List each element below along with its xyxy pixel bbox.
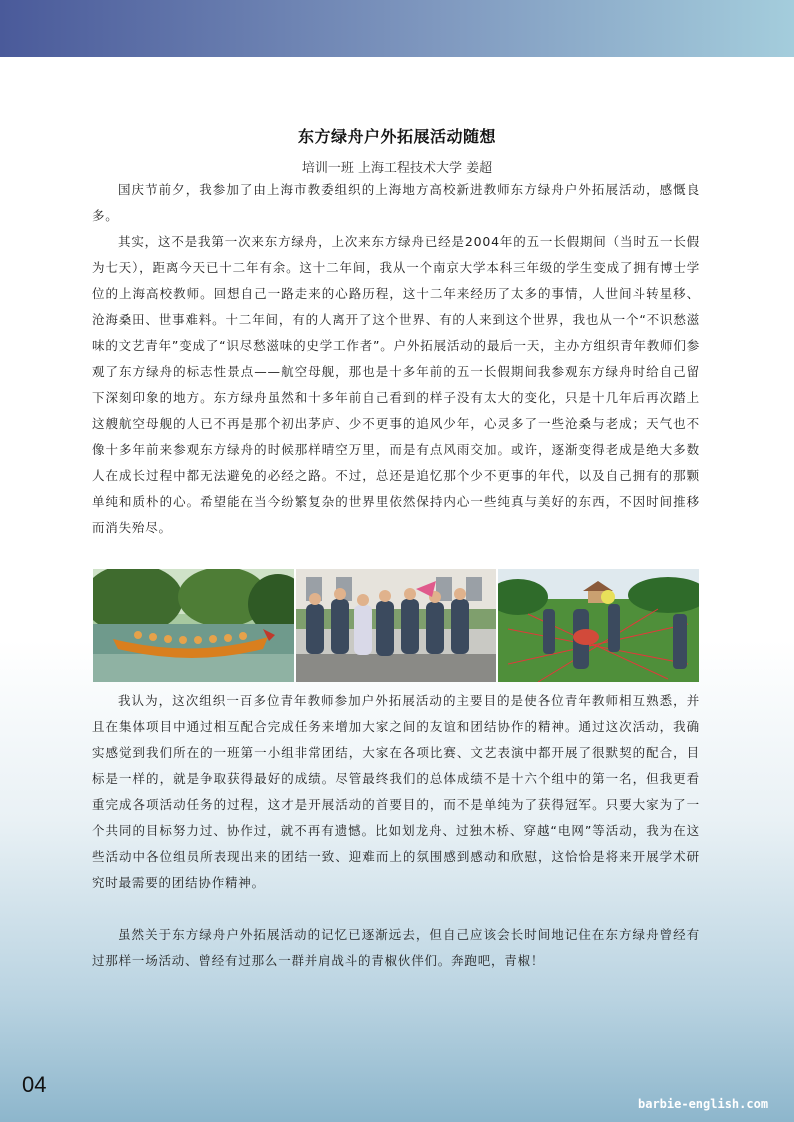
paragraph-intro: 国庆节前夕，我参加了由上海市教委组织的上海地方高校新进教师东方绿舟户外拓展活动，感慨良多。 bbox=[92, 182, 700, 223]
paragraph-reflection: 我认为，这次组织一百多位青年教师参加户外拓展活动的主要目的是使各位青年教师相互熟悉，并且在集体项目中通过相互配合完成任务来增加大家之间的友谊和团结协作的精神。通过这次活动，我确实感觉到我们所在的一班第一小组非常团结，大家在各项比赛、文艺表演中都开展了很默契的配合，目标是一样的，就是争取获得最好的成绩。尽管最终我们的总体成绩不是十六个组中的第一名，但我更看重完成各项活动任务的过程，这才是开展活动的首要目的，而不是单纯为了获得冠军。只要大家为了一个共同的目标努力过、协作过，就不再有遗憾。比如划龙舟、过独木桥、穿越“电网”等活动，我为在这些活动中各位组员所表现出来的团结一致、迎难而上的氛围感到感动和欣慰，这恰恰是将来开展学术研究时最需要的团结协作精神。 bbox=[92, 693, 700, 890]
photo-strip bbox=[93, 569, 699, 682]
paragraph-memory: 其实，这不是我第一次来东方绿舟，上次来东方绿舟已经是2004年的五一长假期间（当时五一长假为七天），距离今天已十二年有余。这十二年间，我从一个南京大学本科三年级的学生变成了拥有博士学位的上海高校教师。回想自己一路走来的心路历程，这十二年来经历了太多的事情，人世间斗转星移、沧海桑田、世事难料。十二年间，有的人离开了这个世界、有的人来到这个世界，我也从一个“不识愁滋味的文艺青年”变成了“识尽愁滋味的史学工作者”。户外拓展活动的最后一天，主办方组织青年教师们参观了东方绿舟的标志性景点——航空母舰，那也是十多年前的五一长假期间我参观东方绿舟时给自己留下深刻印象的地方。东方绿舟虽然和十多年前自己看到的样子没有太大的变化，只是十几年后再次踏上这艘航空母舰的人已不再是那个初出茅庐、少不更事的追风少年，心灵多了一些沧桑与老成；天气也不像十多年前来参观东方绿舟的时候那样晴空万里，而是有点风雨交加。或许，逐渐变得老成是绝大多数人在成长过程中都无法避免的必经之路。不过，总还是追忆那个少不更事的年代，以及自己拥有的那颗单纯和质朴的心。希望能在当今纷繁复杂的世界里依然保持内心一些纯真与美好的东西，不因时间推移而消失殆尽。 bbox=[92, 234, 700, 535]
site-watermark: barbie-english.com bbox=[638, 1097, 769, 1111]
field-game-photo bbox=[498, 569, 699, 682]
dragon-boat-photo bbox=[93, 569, 294, 682]
team-group-photo bbox=[296, 569, 496, 682]
article-byline: 培训一班 上海工程技术大学 姜超 bbox=[301, 161, 493, 176]
paragraph-closing: 虽然关于东方绿舟户外拓展活动的记忆已逐渐远去，但自己应该会长时间地记住在东方绿舟曾经有过那样一场活动、曾经有过那么一群并肩战斗的青椒伙伴们。奔跑吧，青椒！ bbox=[92, 927, 700, 968]
header-band bbox=[0, 0, 794, 57]
article-title: 东方绿舟户外拓展活动随想 bbox=[297, 127, 496, 146]
page-number: 04 bbox=[22, 1072, 47, 1097]
